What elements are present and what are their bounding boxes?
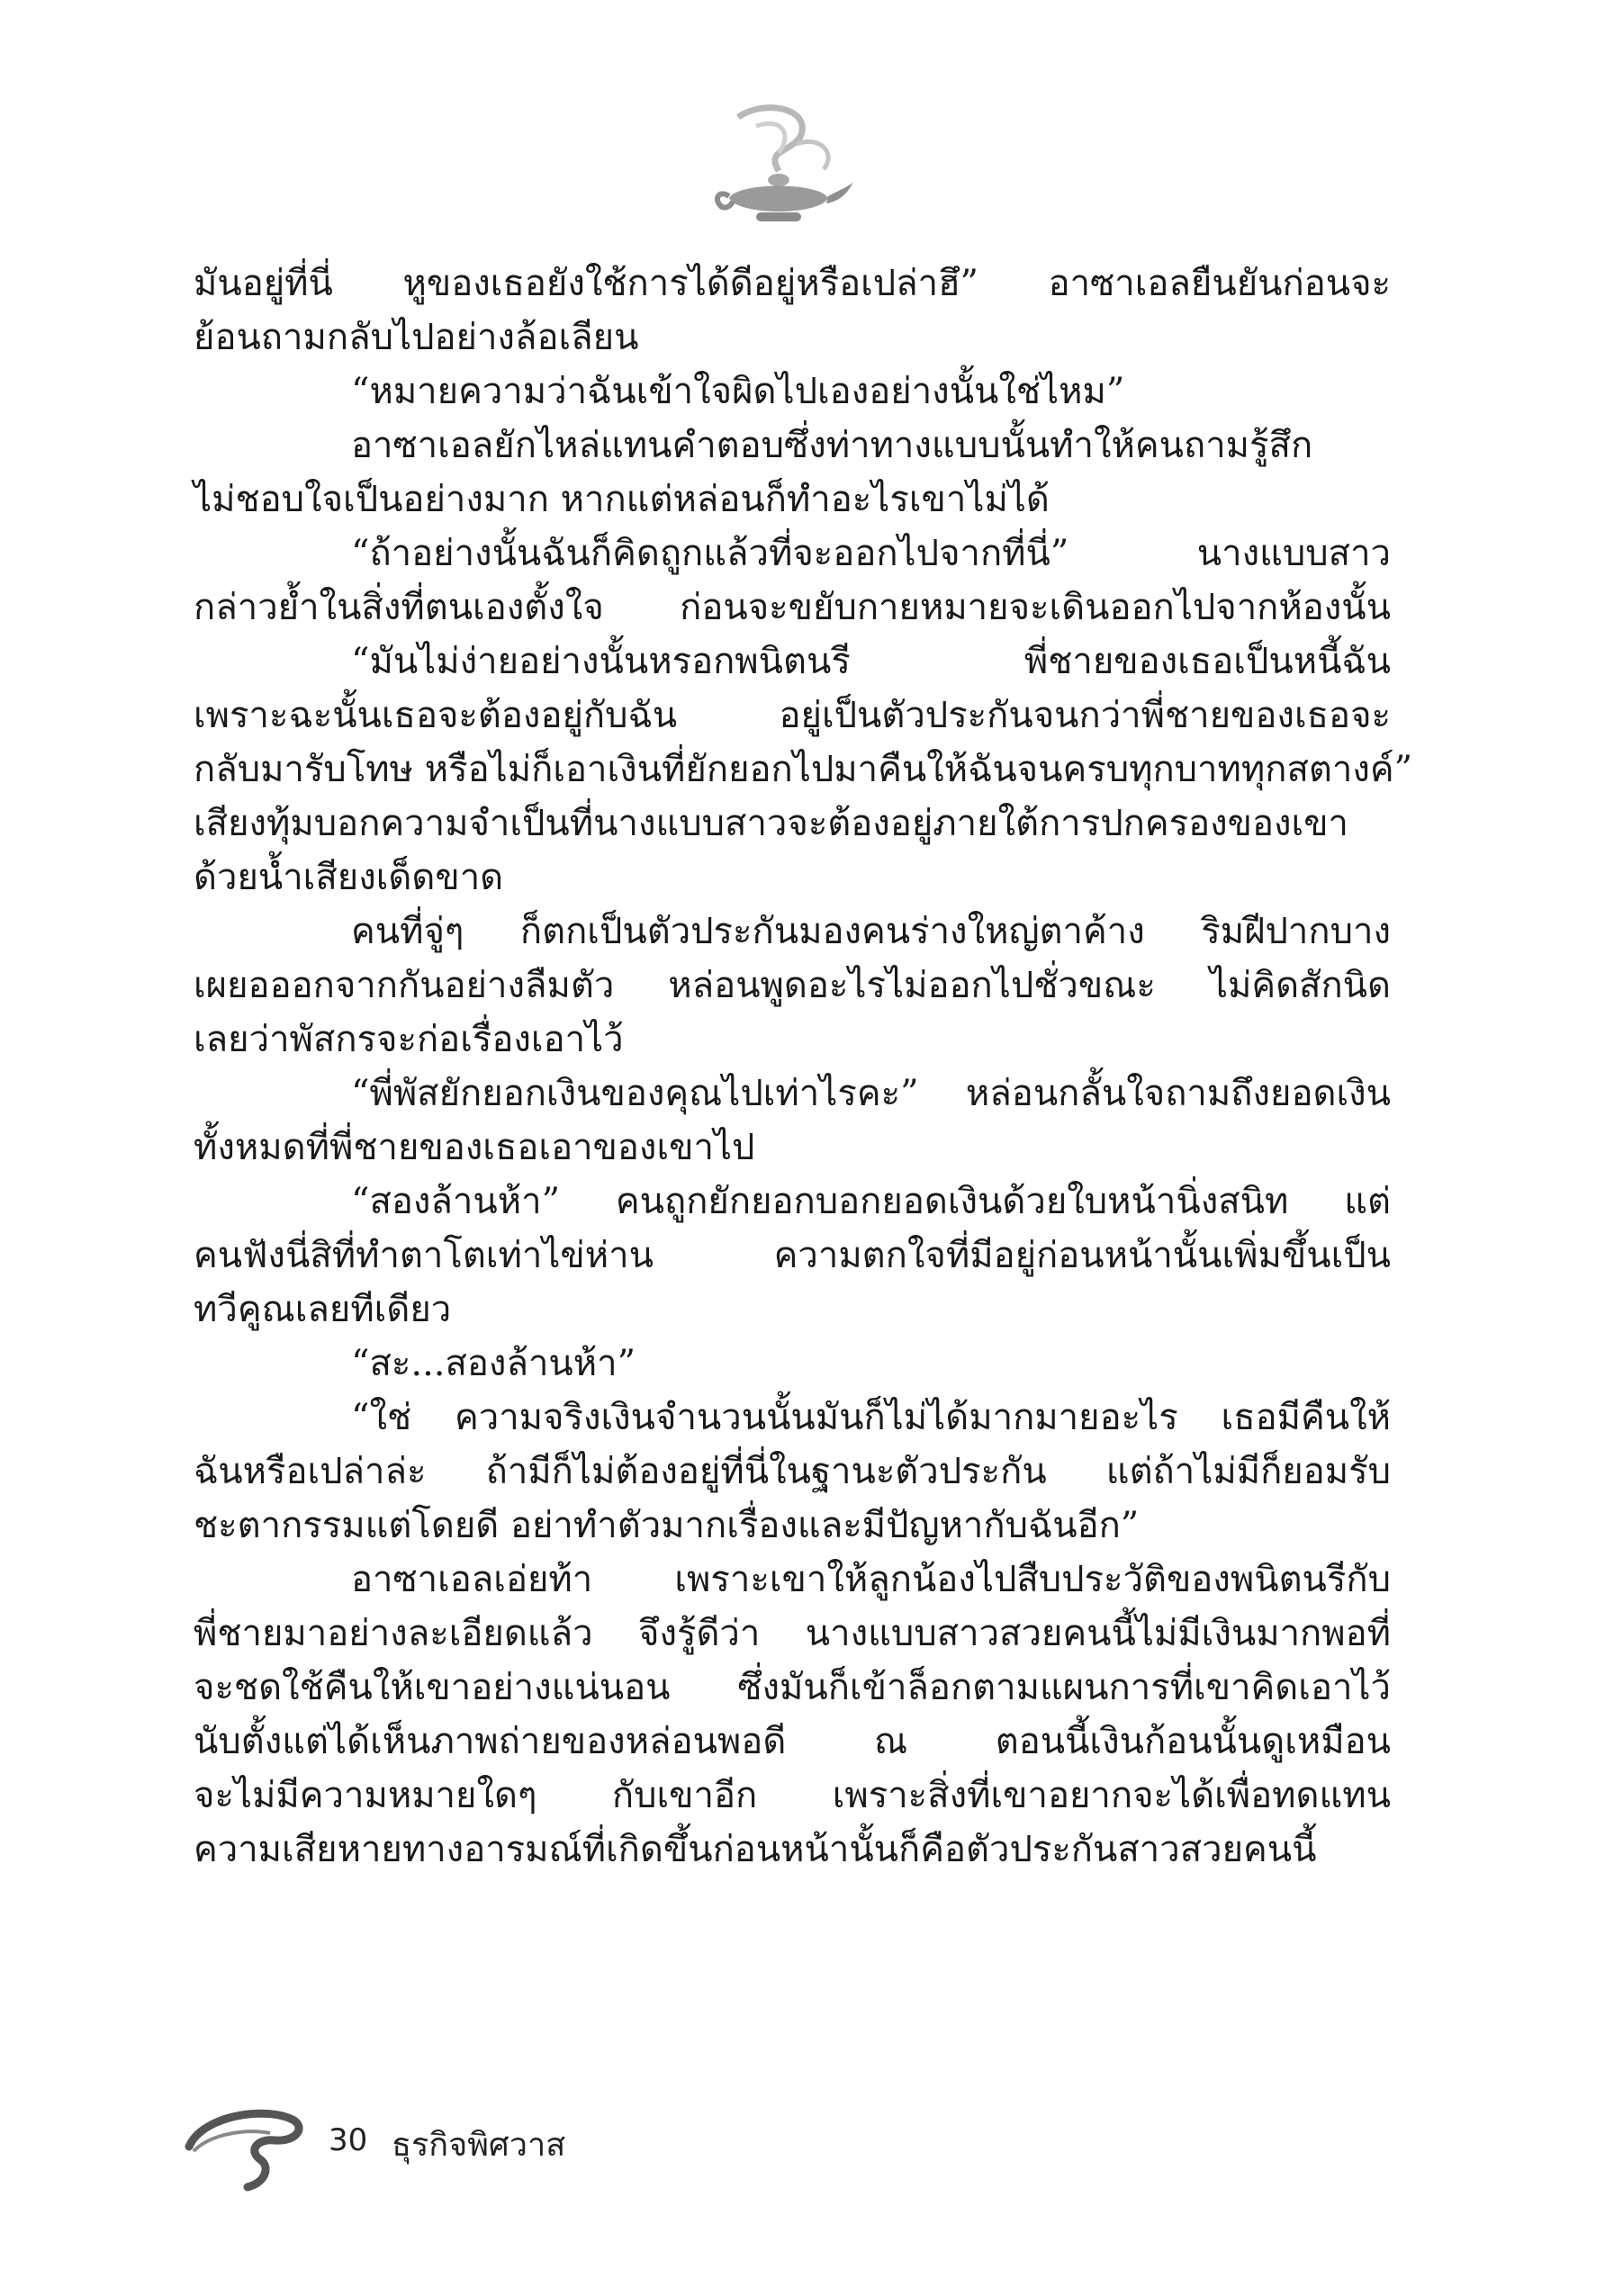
magic-lamp-icon (702, 99, 855, 234)
text-line: ย้อนถามกลับไปอย่างล้อเลียน (194, 317, 639, 358)
text-line: “ใช่ ความจริงเงินจำนวนนั้นมันก็ไม่ได้มากมายอะไร เธอมีคืนให้ (351, 1397, 1391, 1438)
text-line: เสียงทุ้มบอกความจำเป็นที่นางแบบสาวจะต้องอยู่ภายใต้การปกครองของเขา (194, 803, 1349, 844)
text-line: จะไม่มีความหมายใดๆ กับเขาอีก เพราะสิ่งที่เขาอยากจะได้เพื่อทดแทน (194, 1775, 1391, 1816)
text-line: จะชดใช้คืนให้เขาอย่างแน่นอน ซึ่งมันก็เข้าล็อกตามแผนการที่เขาคิดเอาไว้ (194, 1667, 1391, 1708)
text-line: อาซาเอลเอ่ยท้า เพราะเขาให้ลูกน้องไปสืบประวัติของพนิตนรีกับ (351, 1559, 1391, 1600)
text-line: เพราะฉะนั้นเธอจะต้องอยู่กับฉัน อยู่เป็นตัวประกันจนกว่าพี่ชายของเธอจะ (194, 695, 1391, 736)
text-line: คนที่จู่ๆ ก็ตกเป็นตัวประกันมองคนร่างใหญ่ตาค้าง ริมฝีปากบาง (351, 911, 1391, 952)
text-line: ทวีคูณเลยทีเดียว (194, 1289, 452, 1330)
text-line: “สองล้านห้า” คนถูกยักยอกบอกยอดเงินด้วยใบหน้านิ่งสนิท แต่ (351, 1181, 1391, 1222)
text-line: ทั้งหมดที่พี่ชายของเธอเอาของเขาไป (194, 1127, 755, 1168)
text-line: อาซาเอลยักไหล่แทนคำตอบซึ่งท่าทางแบบนั้นทำให้คนถามรู้สึก (351, 425, 1313, 466)
page-number: 30 (329, 2122, 368, 2158)
text-line: “สะ...สองล้านห้า” (351, 1343, 636, 1384)
text-line: ชะตากรรมแต่โดยดี อย่าทำตัวมากเรื่องและมีปัญหากับฉันอีก” (194, 1505, 1140, 1546)
text-line: เลยว่าพัสกรจะก่อเรื่องเอาไว้ (194, 1019, 624, 1060)
text-line: กล่าวย้ำในสิ่งที่ตนเองตั้งใจ ก่อนจะขยับกายหมายจะเดินออกไปจากห้องนั้น (194, 587, 1391, 628)
text-line: ไม่ชอบใจเป็นอย่างมาก หากแต่หล่อนก็ทำอะไรเขาไม่ได้ (194, 479, 1050, 520)
book-title: ธุรกิจพิศวาส (392, 2127, 566, 2164)
text-line: คนฟังนี่สิที่ทำตาโตเท่าไข่ห่าน ความตกใจที่มีอยู่ก่อนหน้านั้นเพิ่มขึ้นเป็น (194, 1235, 1391, 1276)
text-line: ฉันหรือเปล่าล่ะ ถ้ามีก็ไม่ต้องอยู่ที่นี่ในฐานะตัวประกัน แต่ถ้าไม่มีก็ยอมรับ (194, 1451, 1391, 1492)
text-line: พี่ชายมาอย่างละเอียดแล้ว จึงรู้ดีว่า นางแบบสาวสวยคนนี้ไม่มีเงินมากพอที่ (194, 1613, 1391, 1654)
text-line: นับตั้งแต่ได้เห็นภาพถ่ายของหล่อนพอดี ณ ตอนนี้เงินก้อนนั้นดูเหมือน (194, 1721, 1391, 1762)
text-line: “พี่พัสยักยอกเงินของคุณไปเท่าไรคะ” หล่อนกลั้นใจถามถึงยอดเงิน (351, 1073, 1391, 1114)
text-line: ด้วยน้ำเสียงเด็ดขาด (194, 857, 504, 898)
body-text (194, 257, 1413, 1877)
text-line: ความเสียหายทางอารมณ์ที่เกิดขึ้นก่อนหน้านั้นก็คือตัวประกันสาวสวยคนนี้ (194, 1829, 1317, 1870)
text-line: เผยอออกจากกันอย่างลืมตัว หล่อนพูดอะไรไม่ออกไปชั่วขณะ ไม่คิดสักนิด (194, 965, 1391, 1006)
text-line: “ถ้าอย่างนั้นฉันก็คิดถูกแล้วที่จะออกไปจากที่นี่” นางแบบสาว (351, 533, 1391, 574)
text-line: กลับมารับโทษ หรือไม่ก็เอาเงินที่ยักยอกไปมาคืนให้ฉันจนครบทุกบาททุกสตางค์” (194, 749, 1413, 790)
text-line: “หมายความว่าฉันเข้าใจผิดไปเองอย่างนั้นใช่ไหม” (351, 371, 1125, 412)
brush-swirl-icon (185, 2097, 311, 2196)
text-line: “มันไม่ง่ายอย่างนั้นหรอกพนิตนรี พี่ชายของเธอเป็นหนี้ฉัน (351, 641, 1391, 682)
page-footer (185, 2097, 725, 2196)
text-line: มันอยู่ที่นี่ หูของเธอยังใช้การได้ดีอยู่หรือเปล่าฮึ” อาซาเอลยืนยันก่อนจะ (194, 263, 1391, 304)
